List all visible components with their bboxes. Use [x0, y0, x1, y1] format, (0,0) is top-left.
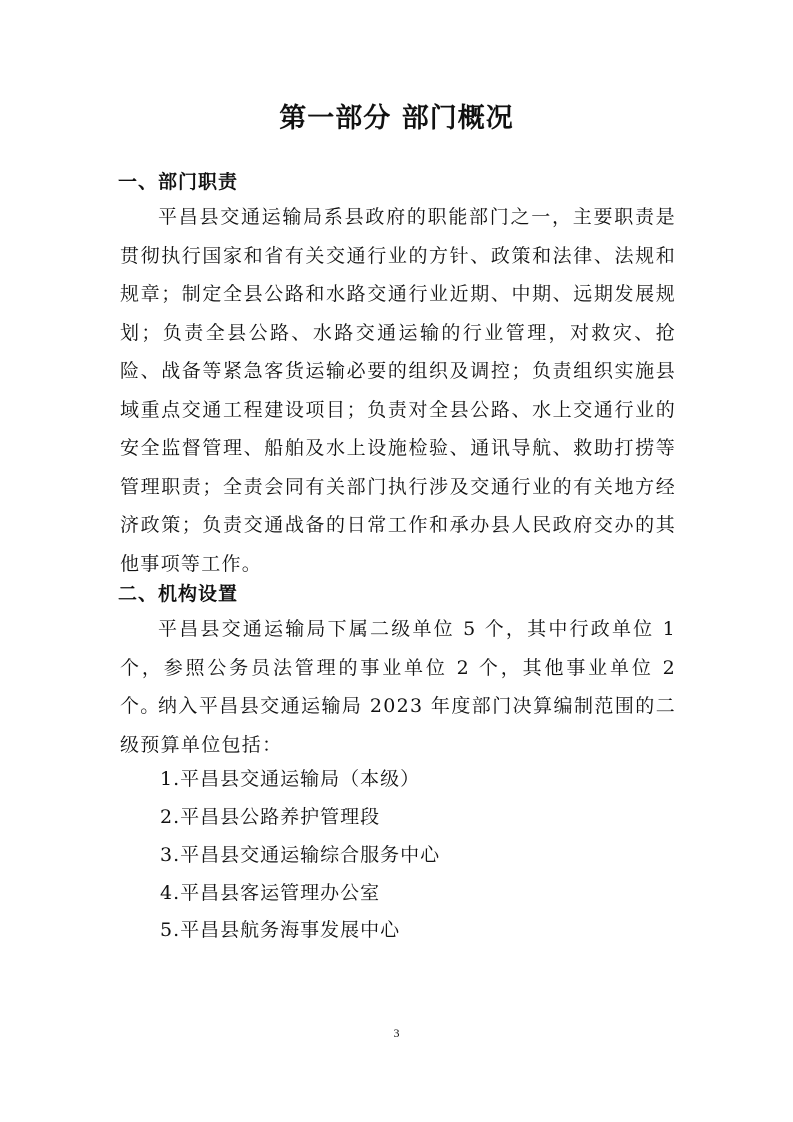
organization-paragraph: 平昌县交通运输局下属二级单位 5 个，其中行政单位 1 个，参照公务员法管理的事业单位 2 个，其他事业单位 2 个。 — [120, 618, 676, 717]
page-title: 第一部分 部门概况 — [279, 103, 514, 134]
page-number: 3 — [393, 1026, 400, 1040]
list-item: 1.平昌县交通运输局（本级） — [160, 768, 421, 790]
duties-paragraph: 平昌县交通运输局系县政府的职能部门之一，主要职责是贯彻执行国家和省有关交通行业的方针、政策和法律、法规和规章；制定全县公路和水路交通行业近期、中期、远期发展规划；负责全县公路、水路交通运输的行业管理，对救灾、抢险、战备等紧急客货运输必要的组织及调控；负责组织实施县域重点交通工程建设项目；负责对全县公路、水上交通行业的安全监督管理、船舶及水上设施检验、通讯导航、救助打捞等管理职责；全责会同有关部门执行涉及交通行业的有关地方经济政策；负责交通战备的日常工作和承办县人民政府交办的其他事项等工作。 — [120, 206, 676, 575]
list-item: 3.平昌县交通运输综合服务中心 — [160, 844, 441, 866]
section-heading-organization: 二、机构设置 — [118, 583, 239, 605]
list-item: 4.平昌县客运管理办公室 — [160, 882, 381, 904]
list-item: 2.平昌县公路养护管理段 — [160, 806, 381, 828]
section-heading-duties: 一、部门职责 — [118, 171, 239, 193]
budget-scope-paragraph: 纳入平昌县交通运输局 2023 年度部门决算编制范围的二级预算单位包括： — [120, 695, 676, 756]
list-item: 5.平昌县航务海事发展中心 — [160, 919, 401, 941]
